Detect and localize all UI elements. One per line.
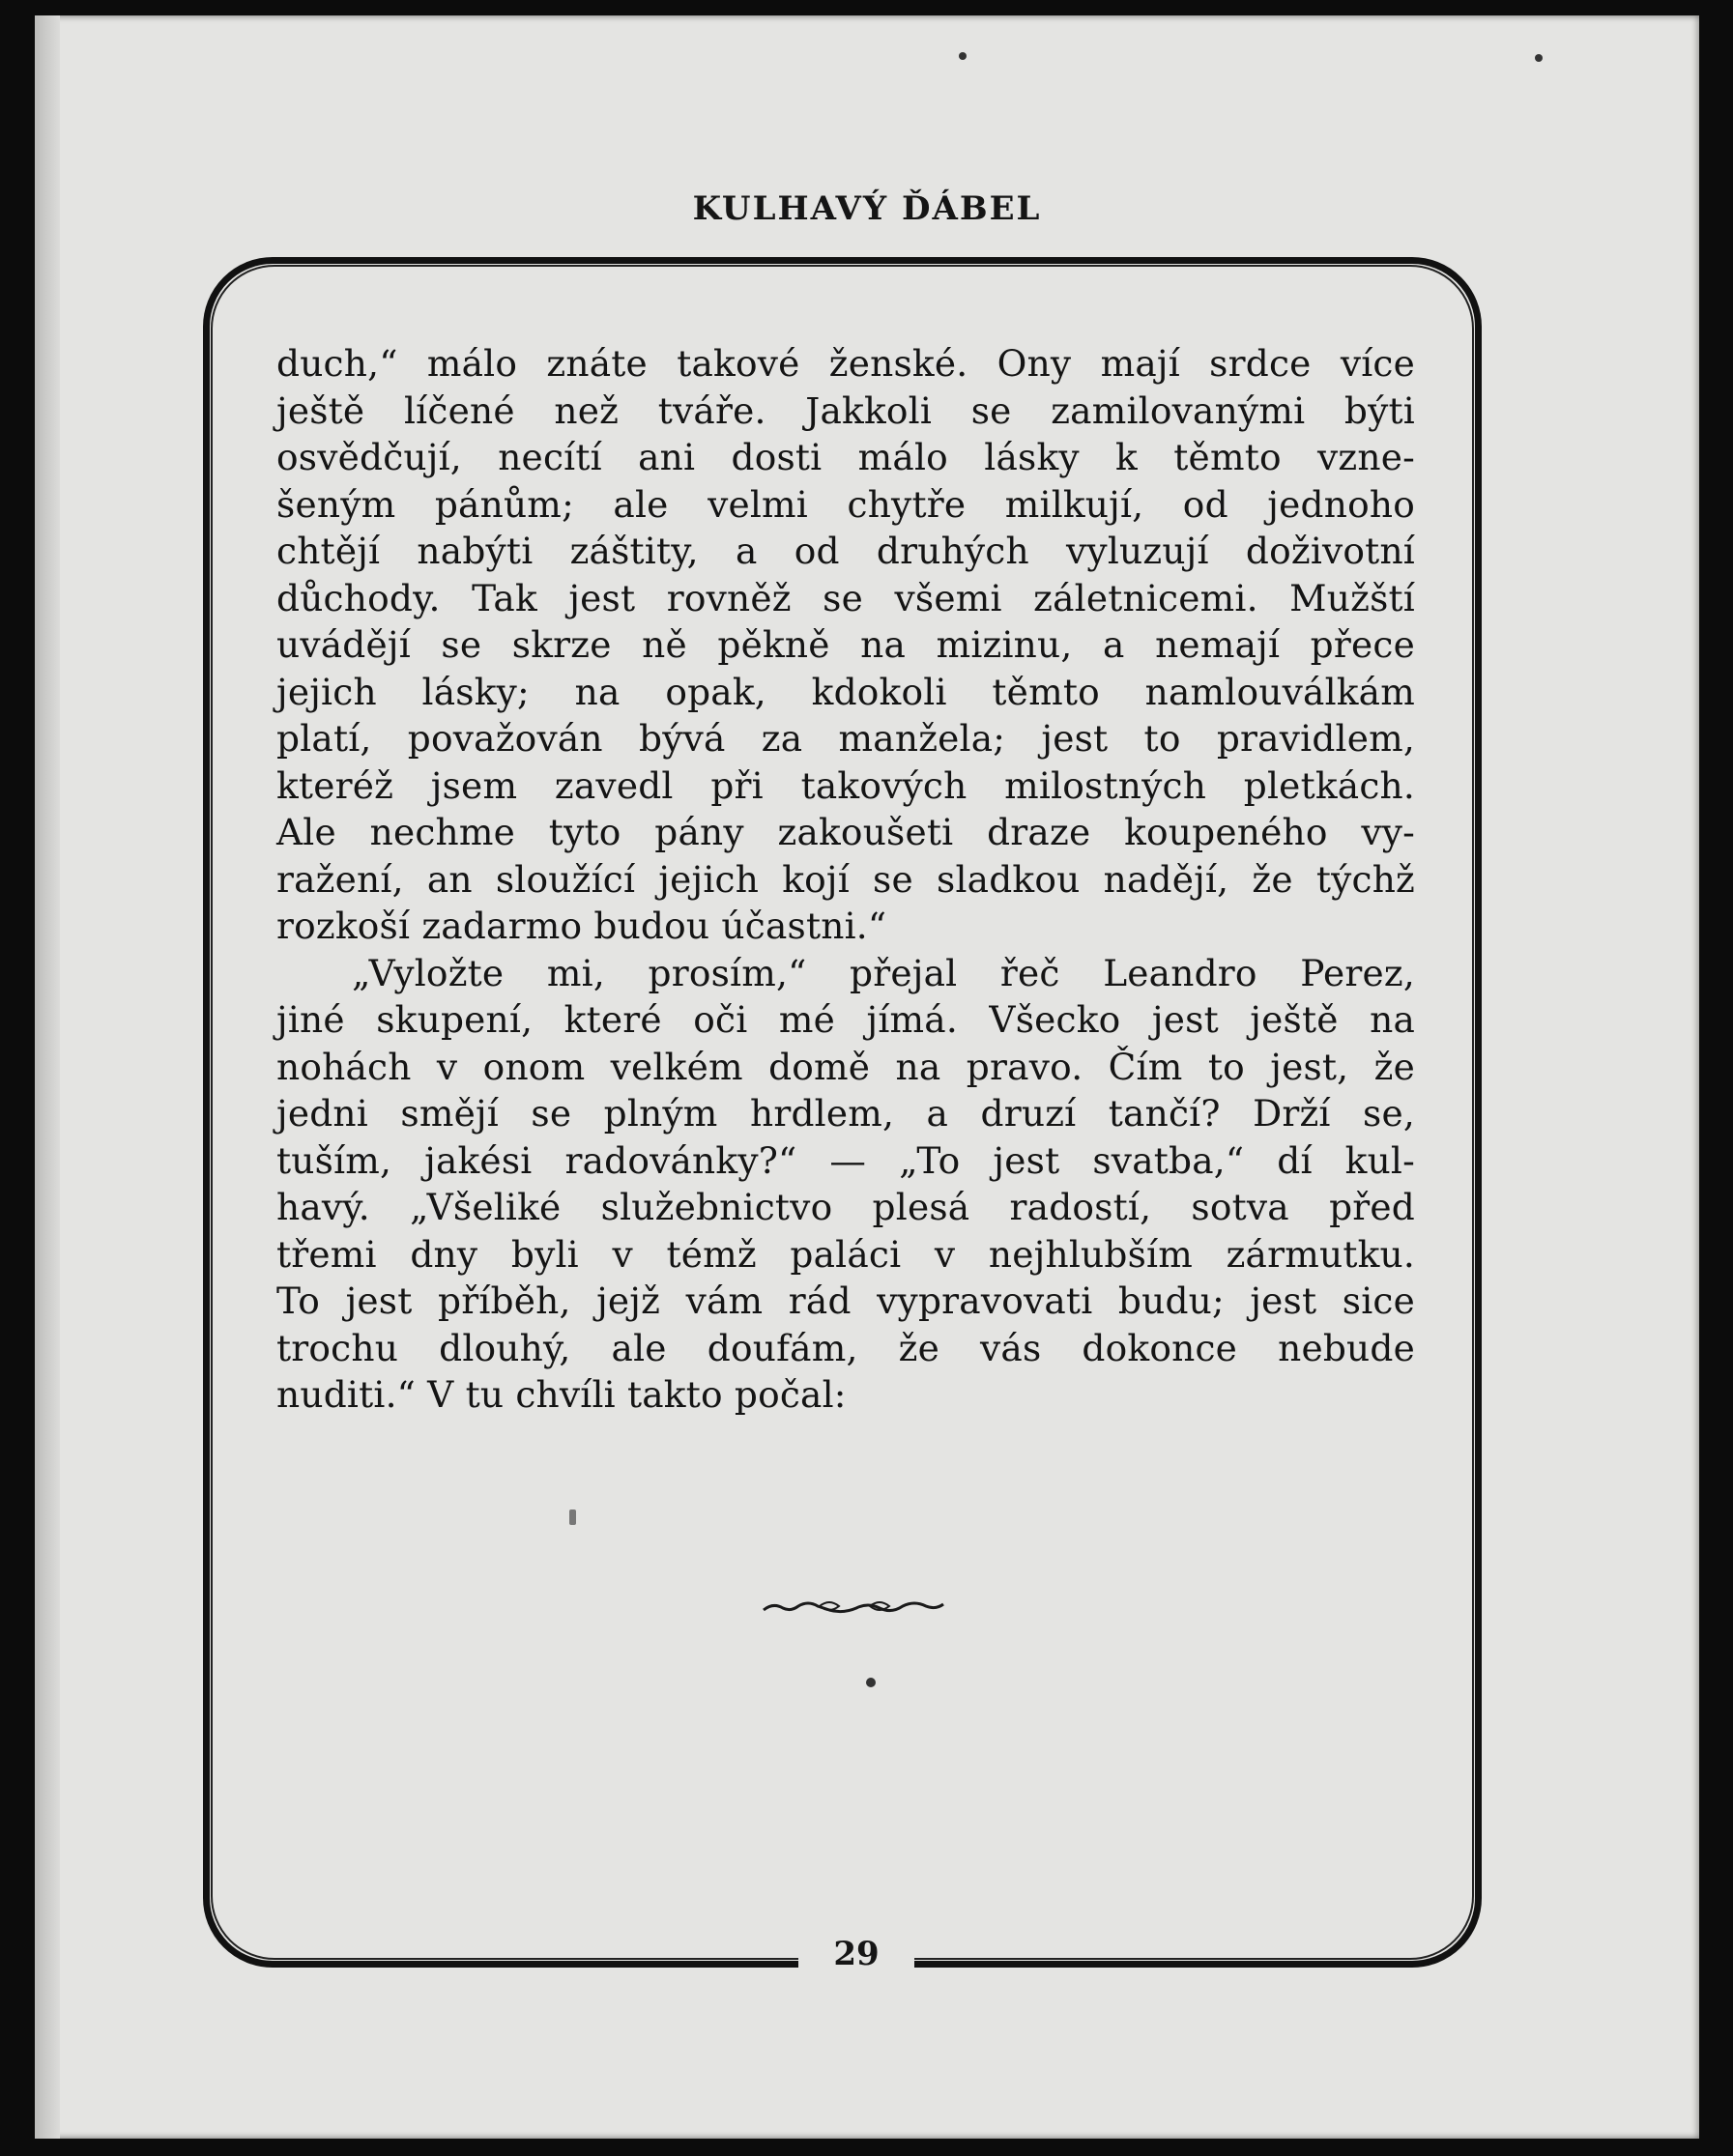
text-line: Ale nechme tyto pány zakoušeti draze koupeného vy- — [276, 811, 1415, 853]
text-line: osvědčují, necítí ani dosti málo lásky k těmto vzne- — [276, 436, 1415, 478]
text-line: jiné skupení, které oči mé jímá. Všecko jest ještě na — [276, 998, 1415, 1041]
text-line: nuditi.“ V tu chvíli takto počal: — [276, 1373, 847, 1416]
end-ornament-icon — [762, 1593, 945, 1622]
scan-speck — [1535, 54, 1543, 62]
running-head: KULHAVÝ ĎÁBEL — [692, 189, 1042, 228]
page-spine-shadow — [35, 15, 60, 2139]
text-line: havý. „Všeliké služebnictvo plesá radostí, sotva před — [276, 1186, 1415, 1228]
body-text — [276, 340, 1415, 1419]
text-line: ještě líčené než tváře. Jakkoli se zamilovanými býti — [276, 388, 1415, 432]
scan-speck — [959, 52, 967, 60]
text-line: nohách v onom velkém domě na pravo. Čím to jest, že — [276, 1045, 1415, 1088]
text-line: trochu dlouhý, ale doufám, že vás dokonce nebude — [276, 1326, 1415, 1369]
book-page — [35, 15, 1699, 2139]
text-line: šeným pánům; ale velmi chytře milkují, od jednoho — [276, 482, 1415, 526]
text-line: „Vyložte mi, prosím,“ přejal řeč Leandro Perez, — [352, 951, 1415, 994]
text-line: rozkoší zadarmo budou účastni.“ — [276, 905, 887, 947]
text-line: důchody. Tak jest rovněž se všemi záletnicemi. Mužští — [276, 576, 1415, 619]
scan-speck — [866, 1678, 876, 1687]
text-line: tuším, jakési radovánky?“ — „To jest svatba,“ dí kul- — [276, 1138, 1415, 1182]
text-line: třemi dny byli v témž paláci v nejhlubším zármutku. — [276, 1232, 1415, 1276]
footer — [35, 1929, 1699, 1987]
text-line: To jest příběh, jejž vám rád vypravovati budu; jest sice — [276, 1279, 1415, 1322]
text-line: ražení, an sloužící jejich kojí se sladkou nadějí, že týchž — [276, 857, 1415, 901]
scan-speck — [569, 1509, 576, 1525]
text-line: duch,“ málo znáte takové ženské. Ony mají srdce více — [276, 342, 1415, 385]
text-line: kteréž jsem zavedl při takových milostných pletkách. — [276, 763, 1415, 807]
text-line: uvádějí se skrze ně pěkně na mizinu, a nemají přece — [276, 623, 1415, 666]
text-line: jedni smějí se plným hrdlem, a druzí tančí? Drží se, — [276, 1092, 1415, 1135]
text-line: jejich lásky; na opak, kdokoli těmto namlouválkám — [276, 670, 1415, 713]
text-line: platí, považován bývá za manžela; jest to pravidlem, — [276, 717, 1415, 760]
page-number: 29 — [798, 1935, 914, 1973]
text-line: chtějí nabýti záštity, a od druhých vyluzují doživotní — [276, 530, 1415, 572]
